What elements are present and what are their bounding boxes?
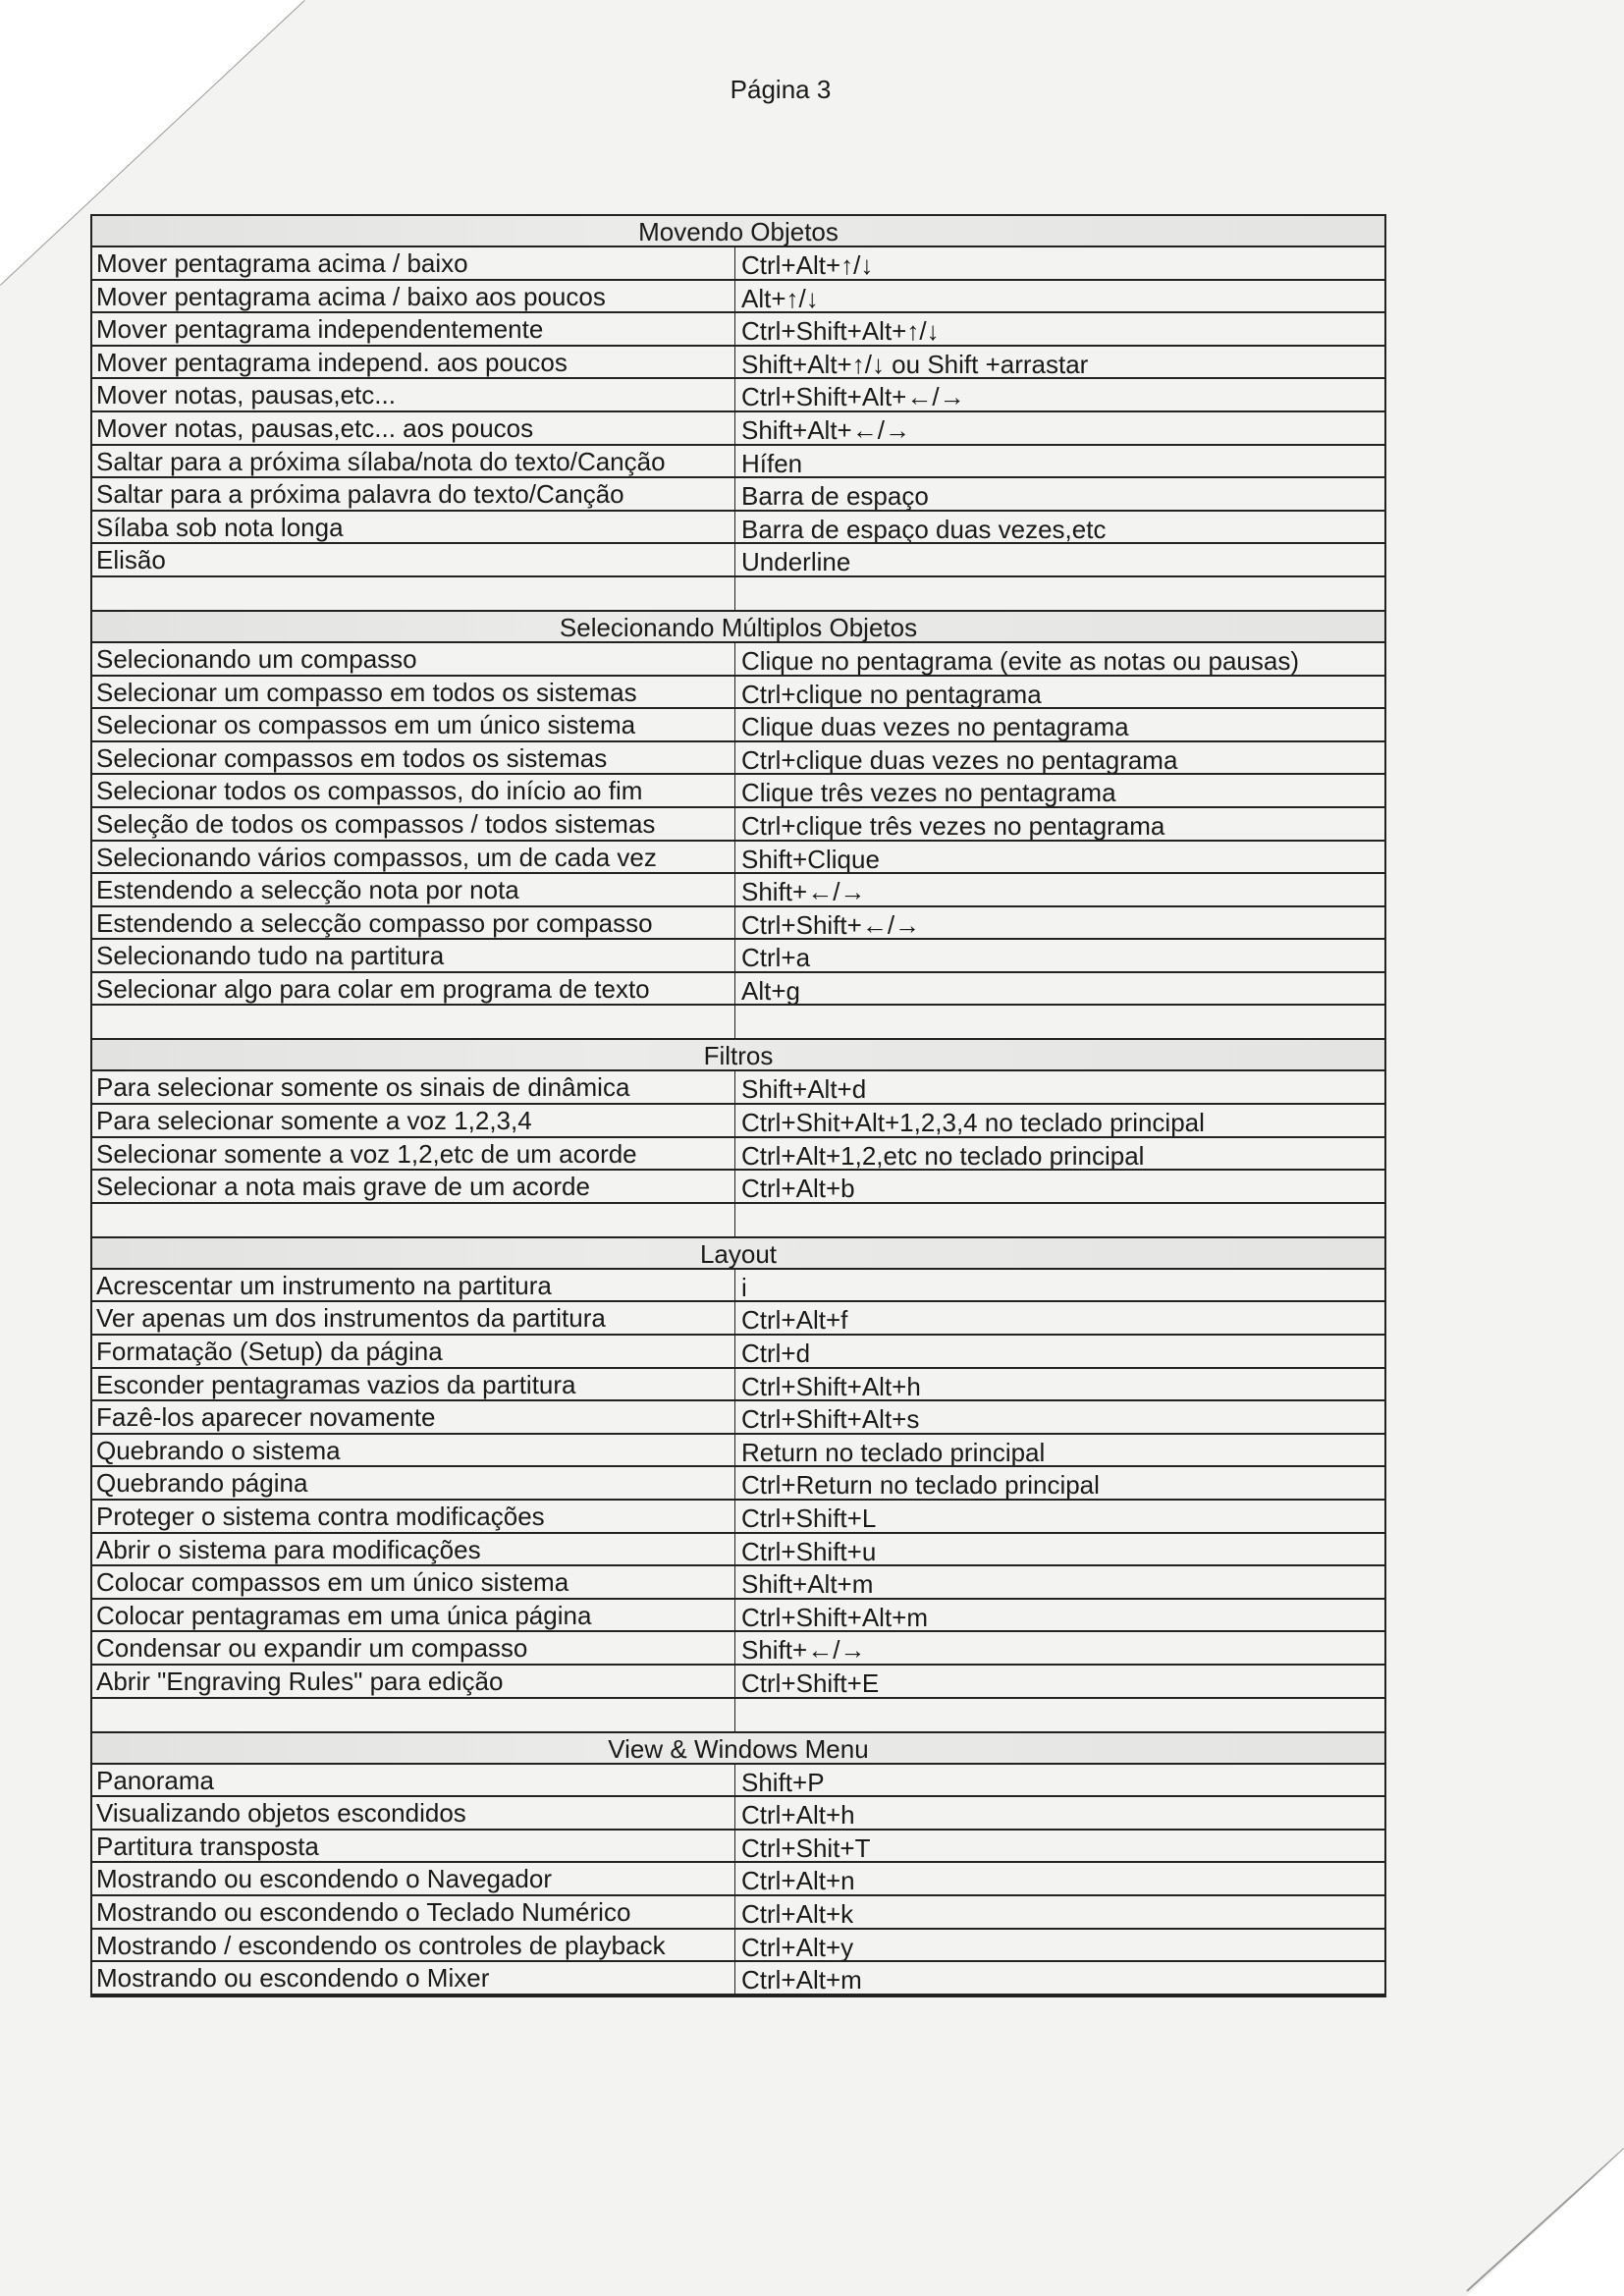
action-cell: Selecionar os compassos em um único sistema (96, 710, 636, 740)
action-cell: Seleção de todos os compassos / todos sistemas (96, 808, 656, 839)
section-heading: Movendo Objetos (92, 216, 1384, 247)
action-cell: Selecionar um compasso em todos os sistemas (96, 677, 637, 707)
shortcut-cell: Ctrl+Shift+Alt+h (734, 1369, 1384, 1400)
table-row (92, 1138, 1384, 1172)
table-row (92, 478, 1384, 512)
shortcut-cell: Ctrl+Alt+b (734, 1171, 1384, 1202)
shortcut-cell: Ctrl+Alt+k (734, 1896, 1384, 1928)
shortcut-cell: Ctrl+Shift+Alt+s (734, 1401, 1384, 1433)
shortcut-cell: Shift+Alt+d (734, 1071, 1384, 1103)
action-cell: Mover pentagrama acima / baixo (96, 248, 468, 278)
action-cell: Abrir o sistema para modificações (96, 1534, 481, 1564)
action-cell: Mostrando / escondendo os controles de playback (96, 1930, 666, 1960)
table-row (92, 1435, 1384, 1468)
shortcut-cell: Shift+←/→ (734, 1632, 1384, 1664)
shortcut-cell: Ctrl+Shift+E (734, 1666, 1384, 1697)
shortcut-cell: Ctrl+Shift+Alt+↑/↓ (734, 313, 1384, 345)
action-cell: Para selecionar somente os sinais de dinâmica (96, 1072, 630, 1103)
action-cell: Esconder pentagramas vazios da partitura (96, 1369, 576, 1399)
table-row (92, 1600, 1384, 1633)
action-cell: Acrescentar um instrumento na partitura (96, 1270, 552, 1300)
shortcut-cell: Barra de espaço duas vezes,etc (734, 512, 1384, 543)
shortcut-cell: Clique duas vezes no pentagrama (734, 709, 1384, 740)
table-row (92, 677, 1384, 710)
action-cell: Selecionar todos os compassos, do início ao fim (96, 776, 643, 806)
shortcut-cell: Clique no pentagrama (evite as notas ou pausas) (734, 643, 1384, 675)
table-row (92, 874, 1384, 907)
action-cell: Mostrando ou escondendo o Navegador (96, 1864, 552, 1894)
action-cell: Selecionar algo para colar em programa de texto (96, 973, 650, 1004)
action-cell: Fazê-los aparecer novamente (96, 1402, 436, 1433)
table-row (92, 379, 1384, 412)
action-cell: Mover pentagrama independentemente (96, 314, 544, 345)
shortcut-cell: Ctrl+Shit+T (734, 1831, 1384, 1862)
shortcut-cell: Ctrl+Return no teclado principal (734, 1467, 1384, 1499)
action-cell: Proteger o sistema contra modificações (96, 1502, 545, 1531)
shortcut-cell: Shift+Alt+←/→ (734, 412, 1384, 444)
action-cell: Selecionar somente a voz 1,2,etc de um acorde (96, 1138, 637, 1169)
section-heading: Filtros (92, 1040, 1384, 1071)
section-spacer-row (92, 577, 1384, 612)
shortcut-cell: Barra de espaço (734, 478, 1384, 510)
action-cell: Saltar para a próxima sílaba/nota do texto/Canção (96, 446, 666, 476)
table-row (92, 842, 1384, 875)
action-cell: Selecionar a nota mais grave de um acorde (96, 1172, 590, 1202)
shortcut-cell: Ctrl+Alt+m (734, 1962, 1384, 1994)
section-spacer-row (92, 1006, 1384, 1040)
shortcut-cell: Ctrl+Shift+←/→ (734, 907, 1384, 939)
shortcut-cell: Ctrl+Shift+Alt+m (734, 1600, 1384, 1631)
shortcut-cell: Ctrl+clique duas vezes no pentagrama (734, 742, 1384, 774)
table-row (92, 940, 1384, 973)
table-row (92, 446, 1384, 479)
table-row (92, 1336, 1384, 1369)
action-cell: Mover notas, pausas,etc... (96, 380, 396, 410)
action-cell: Elisão (96, 545, 166, 575)
shortcut-cell: Ctrl+d (734, 1336, 1384, 1367)
shortcut-cell: Alt+↑/↓ (734, 281, 1384, 312)
table-row (92, 775, 1384, 808)
action-cell: Estendendo a selecção nota por nota (96, 875, 519, 905)
action-cell: Panorama (96, 1765, 214, 1795)
table-row (92, 1302, 1384, 1336)
shortcut-cell: Alt+g (734, 973, 1384, 1005)
table-row (92, 742, 1384, 776)
shortcut-cell: Ctrl+Shift+u (734, 1534, 1384, 1565)
action-cell: Mostrando ou escondendo o Teclado Numérico (96, 1896, 631, 1927)
action-cell: Mover notas, pausas,etc... aos poucos (96, 412, 534, 443)
action-cell: Sílaba sob nota longa (96, 512, 344, 542)
table-row (92, 412, 1384, 446)
section-heading: Selecionando Múltiplos Objetos (92, 612, 1384, 643)
table-row (92, 281, 1384, 314)
action-cell: Colocar compassos em um único sistema (96, 1567, 569, 1598)
table-row (92, 643, 1384, 677)
shortcut-cell: Shift+Clique (734, 842, 1384, 873)
table-row (92, 1369, 1384, 1402)
folded-corner-mark-bottom (1447, 2119, 1624, 2296)
table-row (92, 808, 1384, 842)
shortcut-cell: Shift+Alt+↑/↓ ou Shift +arrastar (734, 347, 1384, 378)
table-row (92, 1270, 1384, 1303)
action-cell: Para selecionar somente a voz 1,2,3,4 (96, 1106, 532, 1136)
shortcut-cell: Ctrl+Alt+f (734, 1302, 1384, 1334)
table-row (92, 1797, 1384, 1831)
shortcut-cell: Ctrl+Shit+Alt+1,2,3,4 no teclado principal (734, 1105, 1384, 1136)
table-row (92, 1171, 1384, 1204)
shortcut-cell: i (734, 1270, 1384, 1301)
table-row (92, 1105, 1384, 1138)
shortcut-cell: Hífen (734, 446, 1384, 477)
table-row (92, 907, 1384, 941)
table-row (92, 1632, 1384, 1666)
action-cell: Selecionando tudo na partitura (96, 941, 445, 971)
table-row (92, 313, 1384, 347)
action-cell: Selecionando vários compassos, um de cada vez (96, 842, 657, 872)
action-cell: Visualizando objetos escondidos (96, 1798, 466, 1829)
action-cell: Formatação (Setup) da página (96, 1337, 443, 1367)
action-cell: Estendendo a selecção compasso por compasso (96, 907, 653, 938)
shortcut-cell: Ctrl+Shift+L (734, 1501, 1384, 1532)
action-cell: Mostrando ou escondendo o Mixer (96, 1963, 490, 1994)
shortcut-cell: Shift+Alt+m (734, 1566, 1384, 1598)
shortcut-cell: Ctrl+Alt+↑/↓ (734, 247, 1384, 279)
page-title: Página 3 (730, 75, 832, 104)
shortcut-cell: Ctrl+Alt+1,2,etc no teclado principal (734, 1138, 1384, 1170)
table-row (92, 1896, 1384, 1930)
table-row (92, 347, 1384, 380)
section-heading: View & Windows Menu (92, 1733, 1384, 1765)
table-row (92, 544, 1384, 577)
table-row (92, 1467, 1384, 1501)
action-cell: Mover pentagrama acima / baixo aos poucos (96, 281, 606, 311)
shortcut-cell: Clique três vezes no pentagrama (734, 775, 1384, 806)
table-row (92, 1962, 1384, 1995)
action-cell: Ver apenas um dos instrumentos da partitura (96, 1303, 606, 1334)
section-spacer-row (92, 1699, 1384, 1733)
table-row (92, 709, 1384, 742)
table-row (92, 973, 1384, 1007)
shortcut-cell: Ctrl+Alt+n (734, 1863, 1384, 1894)
table-row (92, 1666, 1384, 1699)
table-row (92, 1566, 1384, 1600)
shortcut-cell: Ctrl+Alt+y (734, 1930, 1384, 1961)
action-cell: Condensar ou expandir um compasso (96, 1633, 528, 1664)
action-cell: Saltar para a próxima palavra do texto/Canção (96, 479, 624, 510)
shortcut-cell: Ctrl+clique três vezes no pentagrama (734, 808, 1384, 840)
shortcut-cell: Ctrl+a (734, 940, 1384, 971)
table-row (92, 1765, 1384, 1798)
action-cell: Colocar pentagramas em uma única página (96, 1600, 592, 1630)
shortcut-cell: Shift+P (734, 1765, 1384, 1796)
table-row (92, 1831, 1384, 1864)
table-row (92, 1401, 1384, 1435)
section-heading: Layout (92, 1238, 1384, 1270)
table-row (92, 1534, 1384, 1567)
table-row (92, 1071, 1384, 1105)
table-row (92, 1863, 1384, 1896)
table-row (92, 1930, 1384, 1963)
shortcut-cell: Underline (734, 544, 1384, 575)
shortcut-cell: Return no teclado principal (734, 1435, 1384, 1466)
action-cell: Quebrando o sistema (96, 1435, 341, 1465)
shortcut-table (90, 214, 1386, 1997)
shortcut-cell: Ctrl+Shift+Alt+←/→ (734, 379, 1384, 410)
action-cell: Quebrando página (96, 1468, 308, 1499)
table-row (92, 1501, 1384, 1534)
action-cell: Selecionar compassos em todos os sistemas (96, 742, 608, 773)
table-row (92, 247, 1384, 281)
action-cell: Partitura transposta (96, 1831, 319, 1861)
shortcut-cell: Ctrl+Alt+h (734, 1797, 1384, 1829)
action-cell: Selecionando um compasso (96, 643, 417, 674)
action-cell: Mover pentagrama independ. aos poucos (96, 347, 568, 377)
shortcut-cell: Shift+←/→ (734, 874, 1384, 905)
shortcut-cell: Ctrl+clique no pentagrama (734, 677, 1384, 708)
section-spacer-row (92, 1204, 1384, 1238)
action-cell: Abrir "Engraving Rules" para edição (96, 1666, 504, 1696)
table-row (92, 512, 1384, 545)
